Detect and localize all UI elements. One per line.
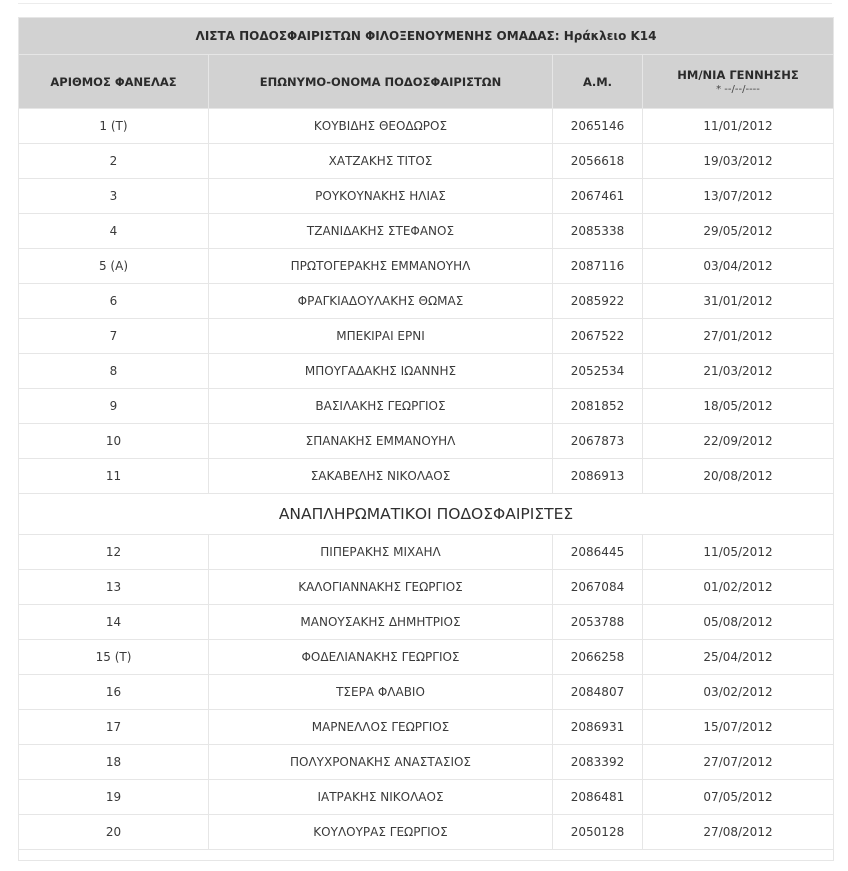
player-row <box>19 535 834 570</box>
birth-date-cell: 29/05/2012 <box>643 214 834 249</box>
registration-number-cell: 2086445 <box>553 535 643 570</box>
player-name-cell: ΣΑΚΑΒΕΛΗΣ ΝΙΚΟΛΑΟΣ <box>209 459 553 494</box>
registration-number-cell: 2067461 <box>553 179 643 214</box>
player-name-cell: ΣΠΑΝΑΚΗΣ ΕΜΜΑΝΟΥΗΛ <box>209 424 553 459</box>
player-name-cell: ΒΑΣΙΛΑΚΗΣ ΓΕΩΡΓΙΟΣ <box>209 389 553 424</box>
registration-number-cell: 2084807 <box>553 675 643 710</box>
player-row <box>19 319 834 354</box>
birth-date-cell: 27/08/2012 <box>643 815 834 850</box>
column-header-name: ΕΠΩΝΥΜΟ-ΟΝΟΜΑ ΠΟΔΟΣΦΑΙΡΙΣΤΩΝ <box>209 55 553 109</box>
player-name-cell: ΧΑΤΖΑΚΗΣ ΤΙΤΟΣ <box>209 144 553 179</box>
player-name-cell: ΚΑΛΟΓΙΑΝΝΑΚΗΣ ΓΕΩΡΓΙΟΣ <box>209 570 553 605</box>
jersey-number-cell: 9 <box>19 389 209 424</box>
birth-date-cell: 25/04/2012 <box>643 640 834 675</box>
column-header-reg-no: Α.Μ. <box>553 55 643 109</box>
birth-date-cell: 01/02/2012 <box>643 570 834 605</box>
jersey-number-cell: 7 <box>19 319 209 354</box>
player-name-cell: ΚΟΥΛΟΥΡΑΣ ΓΕΩΡΓΙΟΣ <box>209 815 553 850</box>
registration-number-cell: 2085338 <box>553 214 643 249</box>
birth-date-cell: 20/08/2012 <box>643 459 834 494</box>
substitutes-heading-section <box>19 494 834 535</box>
column-header-dob <box>643 55 834 109</box>
substitutes-section <box>19 535 834 850</box>
birth-date-cell: 19/03/2012 <box>643 144 834 179</box>
registration-number-cell: 2083392 <box>553 745 643 780</box>
table-tail-cell <box>19 850 834 861</box>
jersey-number-cell: 19 <box>19 780 209 815</box>
player-name-cell: ΠΟΛΥΧΡΟΝΑΚΗΣ ΑΝΑΣΤΑΣΙΟΣ <box>209 745 553 780</box>
registration-number-cell: 2087116 <box>553 249 643 284</box>
player-row <box>19 780 834 815</box>
registration-number-cell: 2065146 <box>553 109 643 144</box>
starters-section <box>19 109 834 494</box>
player-row <box>19 745 834 780</box>
player-name-cell: ΠΡΩΤΟΓΕΡΑΚΗΣ ΕΜΜΑΝΟΥΗΛ <box>209 249 553 284</box>
jersey-number-cell: 14 <box>19 605 209 640</box>
substitutes-heading-row <box>19 494 834 535</box>
registration-number-cell: 2067873 <box>553 424 643 459</box>
player-name-cell: ΜΑΝΟΥΣΑΚΗΣ ΔΗΜΗΤΡΙΟΣ <box>209 605 553 640</box>
player-row <box>19 459 834 494</box>
player-name-cell: ΜΠΕΚΙΡΑΙ ΕΡΝΙ <box>209 319 553 354</box>
player-row <box>19 284 834 319</box>
jersey-number-cell: 1 (Τ) <box>19 109 209 144</box>
birth-date-cell: 22/09/2012 <box>643 424 834 459</box>
jersey-number-cell: 4 <box>19 214 209 249</box>
birth-date-cell: 31/01/2012 <box>643 284 834 319</box>
column-header-jersey: ΑΡΙΘΜΟΣ ΦΑΝΕΛΑΣ <box>19 55 209 109</box>
registration-number-cell: 2081852 <box>553 389 643 424</box>
player-name-cell: ΦΟΔΕΛΙΑΝΑΚΗΣ ΓΕΩΡΓΙΟΣ <box>209 640 553 675</box>
jersey-number-cell: 8 <box>19 354 209 389</box>
registration-number-cell: 2053788 <box>553 605 643 640</box>
birth-date-cell: 03/02/2012 <box>643 675 834 710</box>
player-row <box>19 815 834 850</box>
player-row <box>19 179 834 214</box>
table-title: ΛΙΣΤΑ ΠΟΔΟΣΦΑΙΡΙΣΤΩΝ ΦΙΛΟΞΕΝΟΥΜΕΝΗΣ ΟΜΑΔΑΣ: Ηράκλειο Κ14 <box>19 18 834 55</box>
player-row <box>19 675 834 710</box>
player-row <box>19 144 834 179</box>
jersey-number-cell: 11 <box>19 459 209 494</box>
player-row <box>19 424 834 459</box>
away-team-roster-table <box>18 17 834 861</box>
registration-number-cell: 2066258 <box>553 640 643 675</box>
jersey-number-cell: 6 <box>19 284 209 319</box>
birth-date-cell: 05/08/2012 <box>643 605 834 640</box>
player-row <box>19 605 834 640</box>
dob-format-hint: * --/--/---- <box>716 83 760 95</box>
registration-number-cell: 2067084 <box>553 570 643 605</box>
registration-number-cell: 2086931 <box>553 710 643 745</box>
substitutes-heading: ΑΝΑΠΛΗΡΩΜΑΤΙΚΟΙ ΠΟΔΟΣΦΑΙΡΙΣΤΕΣ <box>19 494 834 535</box>
jersey-number-cell: 3 <box>19 179 209 214</box>
registration-number-cell: 2050128 <box>553 815 643 850</box>
jersey-number-cell: 2 <box>19 144 209 179</box>
birth-date-cell: 11/05/2012 <box>643 535 834 570</box>
registration-number-cell: 2086481 <box>553 780 643 815</box>
jersey-number-cell: 16 <box>19 675 209 710</box>
birth-date-cell: 03/04/2012 <box>643 249 834 284</box>
player-row <box>19 214 834 249</box>
player-name-cell: ΜΑΡΝΕΛΛΟΣ ΓΕΩΡΓΙΟΣ <box>209 710 553 745</box>
player-row <box>19 389 834 424</box>
birth-date-cell: 07/05/2012 <box>643 780 834 815</box>
registration-number-cell: 2067522 <box>553 319 643 354</box>
registration-number-cell: 2086913 <box>553 459 643 494</box>
birth-date-cell: 13/07/2012 <box>643 179 834 214</box>
birth-date-cell: 27/07/2012 <box>643 745 834 780</box>
player-row <box>19 249 834 284</box>
player-row <box>19 354 834 389</box>
jersey-number-cell: 10 <box>19 424 209 459</box>
player-row <box>19 109 834 144</box>
jersey-number-cell: 17 <box>19 710 209 745</box>
player-name-cell: ΤΣΕΡΑ ΦΛΑΒΙΟ <box>209 675 553 710</box>
player-name-cell: ΤΖΑΝΙΔΑΚΗΣ ΣΤΕΦΑΝΟΣ <box>209 214 553 249</box>
jersey-number-cell: 13 <box>19 570 209 605</box>
player-name-cell: ΜΠΟΥΓΑΔΑΚΗΣ ΙΩΑΝΝΗΣ <box>209 354 553 389</box>
player-name-cell: ΙΑΤΡΑΚΗΣ ΝΙΚΟΛΑΟΣ <box>209 780 553 815</box>
jersey-number-cell: 15 (Τ) <box>19 640 209 675</box>
table-tail-row <box>19 850 834 861</box>
birth-date-cell: 21/03/2012 <box>643 354 834 389</box>
player-row <box>19 640 834 675</box>
birth-date-cell: 27/01/2012 <box>643 319 834 354</box>
player-name-cell: ΠΙΠΕΡΑΚΗΣ ΜΙΧΑΗΛ <box>209 535 553 570</box>
birth-date-cell: 11/01/2012 <box>643 109 834 144</box>
table-title-row <box>19 18 834 55</box>
registration-number-cell: 2052534 <box>553 354 643 389</box>
birth-date-cell: 15/07/2012 <box>643 710 834 745</box>
player-name-cell: ΦΡΑΓΚΙΑΔΟΥΛΑΚΗΣ ΘΩΜΑΣ <box>209 284 553 319</box>
top-divider <box>18 3 832 4</box>
player-name-cell: ΚΟΥΒΙΔΗΣ ΘΕΟΔΩΡΟΣ <box>209 109 553 144</box>
jersey-number-cell: 18 <box>19 745 209 780</box>
dob-label: ΗΜ/ΝΙΑ ΓΕΝΝΗΣΗΣ <box>677 67 799 82</box>
jersey-number-cell: 20 <box>19 815 209 850</box>
column-header-row <box>19 55 834 109</box>
player-row <box>19 710 834 745</box>
jersey-number-cell: 5 (Α) <box>19 249 209 284</box>
player-name-cell: ΡΟΥΚΟΥΝΑΚΗΣ ΗΛΙΑΣ <box>209 179 553 214</box>
birth-date-cell: 18/05/2012 <box>643 389 834 424</box>
registration-number-cell: 2085922 <box>553 284 643 319</box>
registration-number-cell: 2056618 <box>553 144 643 179</box>
jersey-number-cell: 12 <box>19 535 209 570</box>
player-row <box>19 570 834 605</box>
